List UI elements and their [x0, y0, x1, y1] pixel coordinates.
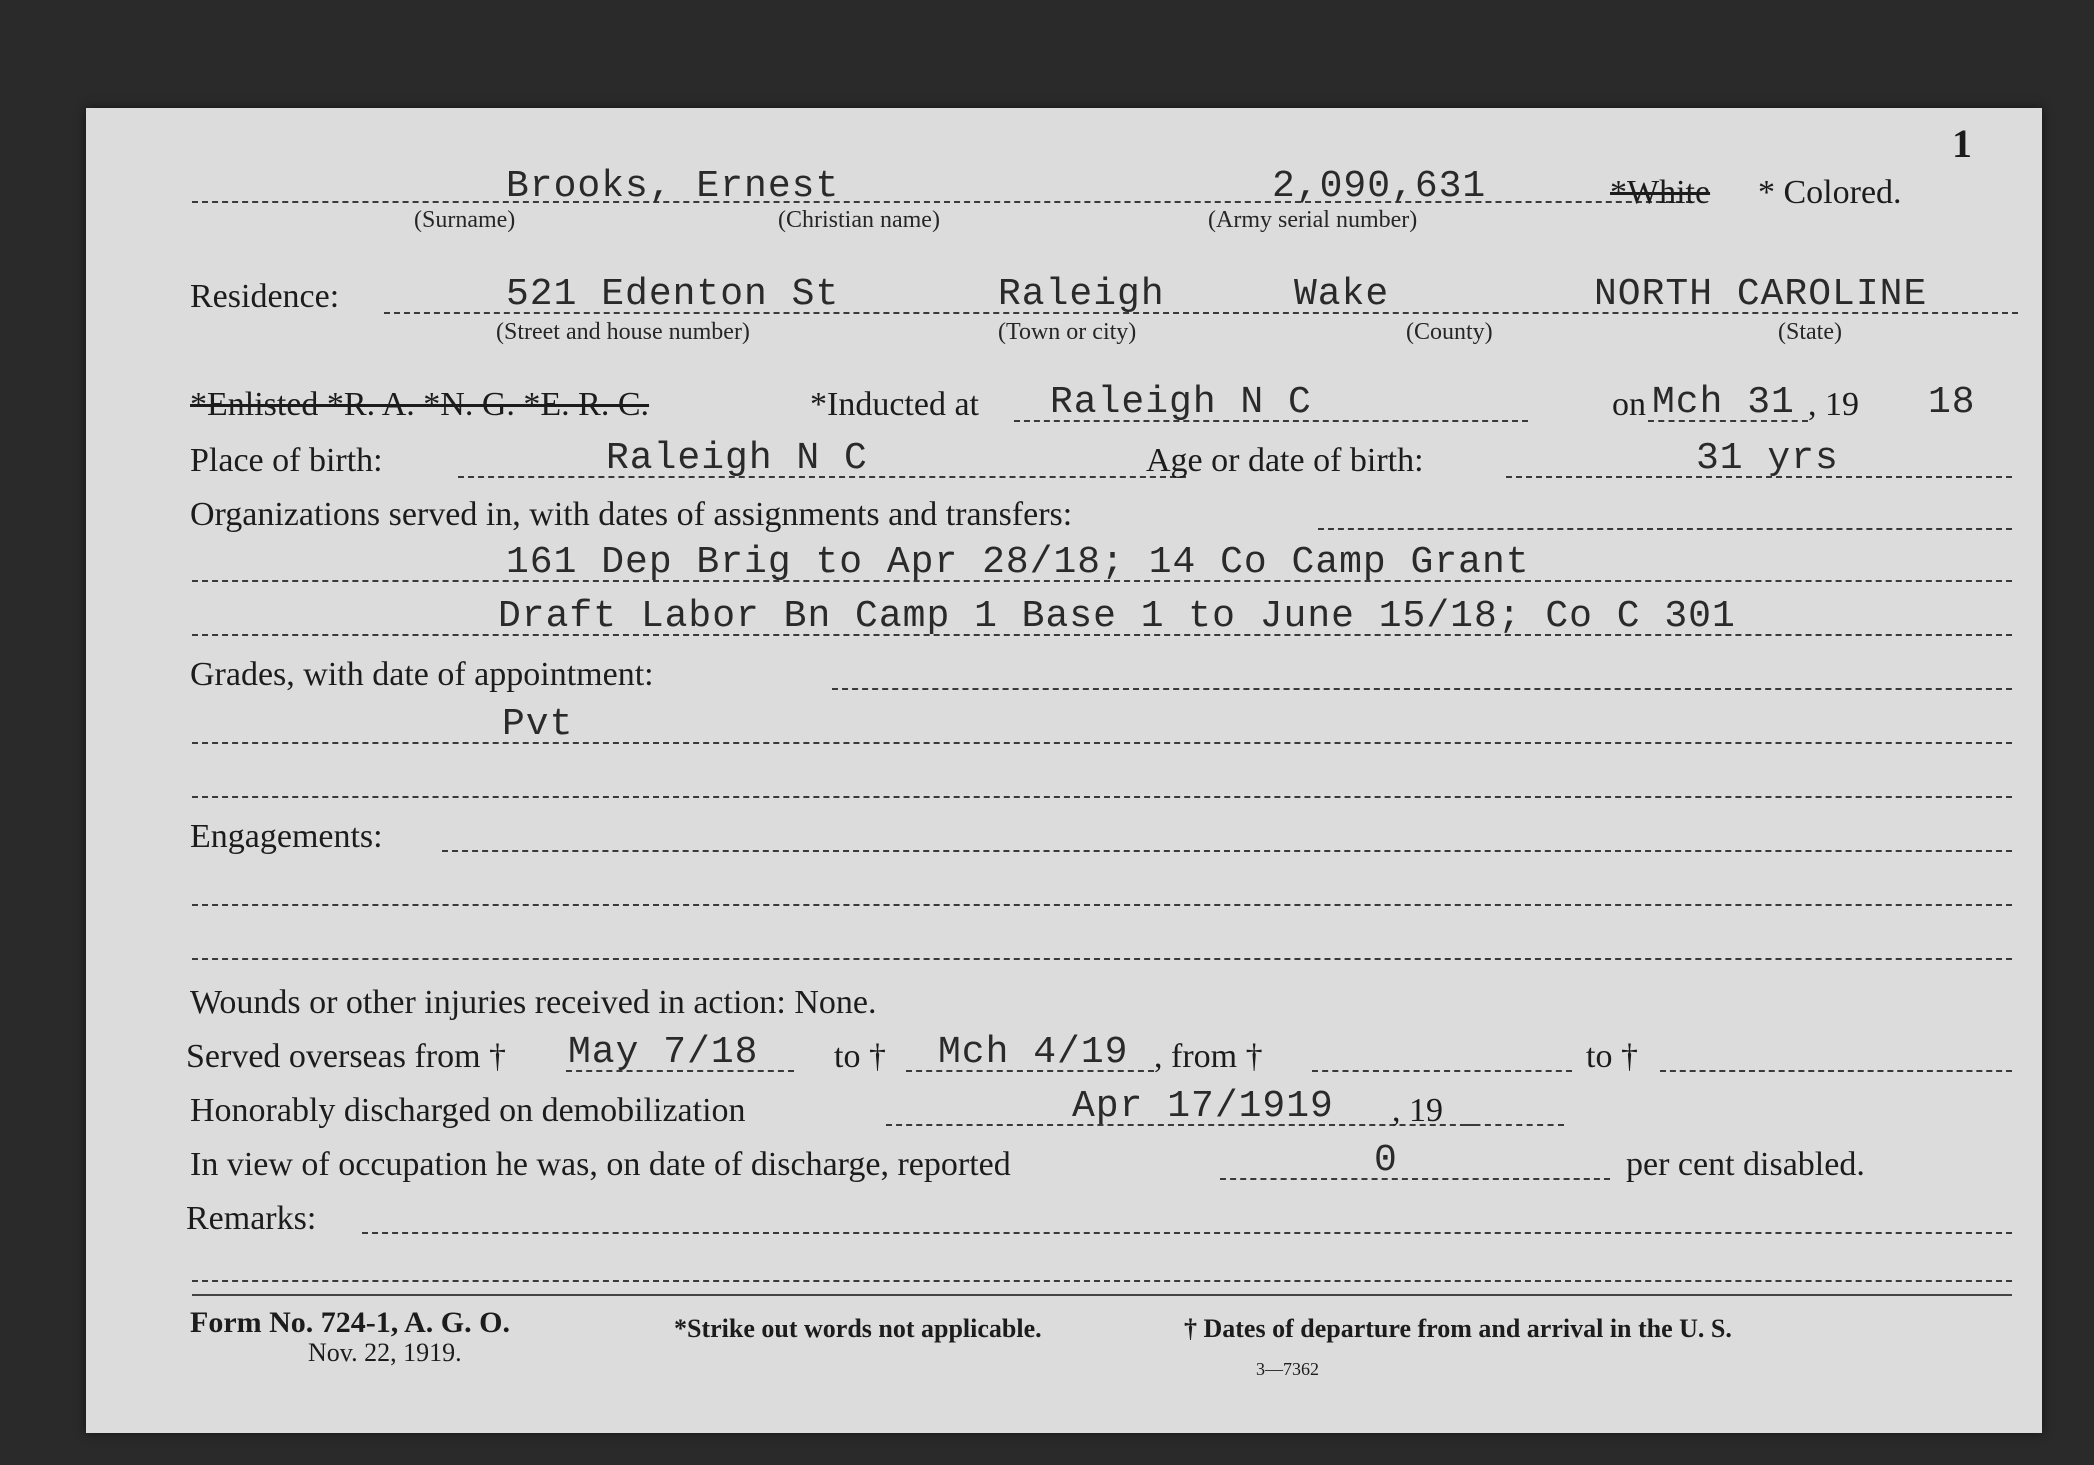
- town-caption: (Town or city): [998, 319, 1137, 345]
- residence-street: 521 Edenton St: [506, 273, 840, 316]
- footer-rule: [192, 1294, 2012, 1296]
- strike-note: *Strike out words not applicable.: [674, 1314, 1042, 1343]
- surname-value: Brooks, Ernest: [506, 165, 840, 208]
- grades-label: Grades, with date of appointment:: [190, 656, 654, 693]
- overseas-from-label-2: , from †: [1154, 1038, 1263, 1075]
- overseas-to-line-2: [1660, 1070, 2012, 1072]
- print-code: 3—7362: [1256, 1359, 1319, 1379]
- age-label: Age or date of birth:: [1146, 442, 1424, 479]
- overseas-to-label-2: to †: [1586, 1038, 1638, 1075]
- organizations-label: Organizations served in, with dates of assignments and transfers:: [190, 496, 1073, 533]
- overseas-to-value: Mch 4/19: [938, 1031, 1129, 1074]
- wounds-label: Wounds or other injuries received in action: None.: [190, 984, 877, 1021]
- engagements-label: Engagements:: [190, 818, 383, 855]
- discharge-date: Apr 17/1919: [1072, 1085, 1334, 1128]
- form-date: Nov. 22, 1919.: [308, 1338, 462, 1367]
- christian-caption: (Christian name): [778, 207, 940, 233]
- form-number: Form No. 724-1, A. G. O.: [190, 1306, 510, 1339]
- remarks-line-2: [192, 1280, 2012, 1282]
- grades-line: [832, 688, 2012, 690]
- dates-note: † Dates of departure from and arrival in the U. S.: [1184, 1314, 1732, 1343]
- age-value: 31 yrs: [1696, 437, 1839, 480]
- grades-value-line: [192, 742, 2012, 744]
- overseas-label: Served overseas from †: [186, 1038, 507, 1075]
- inducted-place: Raleigh N C: [1050, 381, 1312, 424]
- card-number: 1: [1952, 121, 1972, 166]
- discharge-year-suffix: , 19: [1392, 1092, 1443, 1129]
- grades-value: Pvt: [502, 703, 574, 746]
- disability-label: In view of occupation he was, on date of discharge, reported: [190, 1146, 1011, 1183]
- discharge-label: Honorably discharged on demobilization: [190, 1092, 746, 1129]
- street-caption: (Street and house number): [496, 319, 750, 345]
- remarks-line: [362, 1232, 2012, 1234]
- race-colored: * Colored.: [1758, 174, 1902, 211]
- organizations-value-2: Draft Labor Bn Camp 1 Base 1 to June 15/18; Co C 301: [498, 595, 1736, 638]
- engagements-line-3: [192, 958, 2012, 960]
- overseas-to-label: to †: [834, 1038, 886, 1075]
- disability-value: 0: [1374, 1139, 1398, 1182]
- race-white-struck: *White: [1610, 174, 1711, 211]
- state-caption: (State): [1778, 319, 1842, 345]
- year-prefix: , 19: [1808, 386, 1859, 423]
- residence-town: Raleigh: [998, 273, 1165, 316]
- residence-county: Wake: [1294, 273, 1390, 316]
- serial-caption: (Army serial number): [1208, 207, 1418, 233]
- inducted-year: 18: [1928, 381, 1976, 424]
- serial-value: 2,090,631: [1272, 165, 1487, 208]
- inducted-label: *Inducted at: [810, 386, 979, 423]
- overseas-from-line-2: [1312, 1070, 1572, 1072]
- county-caption: (County): [1406, 319, 1493, 345]
- organizations-value-1: 161 Dep Brig to Apr 28/18; 14 Co Camp Grant: [506, 541, 1530, 584]
- engagements-line-2: [192, 904, 2012, 906]
- remarks-label: Remarks:: [186, 1200, 317, 1237]
- residence-label: Residence:: [190, 278, 340, 315]
- draft-card: [86, 108, 2042, 1433]
- inducted-date: Mch 31: [1652, 381, 1795, 424]
- disability-suffix: per cent disabled.: [1626, 1146, 1865, 1183]
- place-of-birth-value: Raleigh N C: [606, 437, 868, 480]
- on-label: on: [1612, 386, 1646, 423]
- engagements-line: [442, 850, 2012, 852]
- disability-line: [1220, 1178, 1610, 1180]
- residence-state: NORTH CAROLINE: [1594, 273, 1928, 316]
- surname-caption: (Surname): [414, 207, 516, 233]
- place-of-birth-label: Place of birth:: [190, 442, 383, 479]
- grades-extra-line: [192, 796, 2012, 798]
- discharge-year-line: [1464, 1124, 1564, 1126]
- enlisted-struck: *Enlisted *R. A. *N. G. *E. R. C.: [190, 386, 650, 423]
- organizations-line: [1318, 528, 2012, 530]
- overseas-from-value: May 7/18: [568, 1031, 759, 1074]
